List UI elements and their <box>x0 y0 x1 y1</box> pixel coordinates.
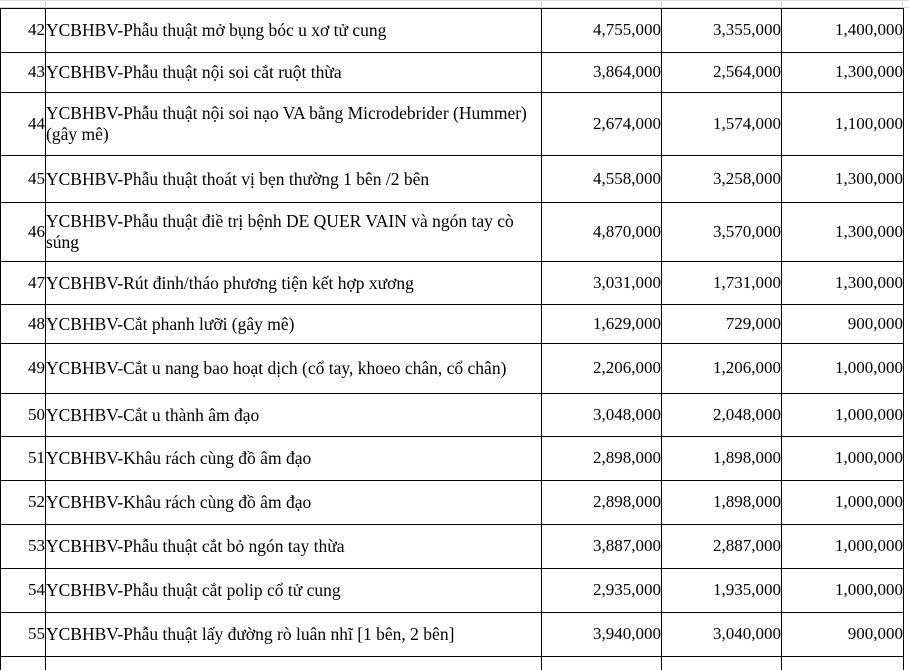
partial-cell <box>662 657 782 671</box>
row-index-cell: 50 <box>1 394 46 437</box>
row-index-cell: 46 <box>1 203 46 262</box>
table-row <box>1 344 904 394</box>
service-name-cell: YCBHBV-Phẫu thuật cắt bỏ ngón tay thừa <box>46 525 542 569</box>
row-index-cell: 43 <box>1 53 46 93</box>
service-name-cell: YCBHBV-Phẫu thuật thoát vị bẹn thường 1 bên /2 bên <box>46 156 542 203</box>
service-name-cell: YCBHBV-Cắt phanh lưỡi (gây mê) <box>46 305 542 344</box>
price-cell-1: 4,755,000 <box>542 9 662 53</box>
table-row <box>1 93 904 156</box>
table-row <box>1 9 904 53</box>
row-index-cell: 47 <box>1 262 46 305</box>
price-cell-2: 1,898,000 <box>662 481 782 525</box>
price-cell-1: 2,898,000 <box>542 437 662 481</box>
price-cell-3: 900,000 <box>782 613 904 657</box>
table-row <box>1 394 904 437</box>
service-name-cell: YCBHBV-Phẫu thuật nội soi cắt ruột thừa <box>46 53 542 93</box>
price-cell-3: 1,000,000 <box>782 569 904 613</box>
price-cell-2: 1,206,000 <box>662 344 782 394</box>
table-row-partial <box>1 657 904 671</box>
price-cell-3: 1,300,000 <box>782 203 904 262</box>
table-row <box>1 613 904 657</box>
price-cell-3: 1,000,000 <box>782 344 904 394</box>
price-cell-2: 2,048,000 <box>662 394 782 437</box>
price-cell-3: 1,100,000 <box>782 93 904 156</box>
row-index-cell: 44 <box>1 93 46 156</box>
service-name-cell: YCBHBV-Phẫu thuật điề trị bệnh DE QUER VAIN và ngón tay cò súng <box>46 203 542 262</box>
table-row <box>1 305 904 344</box>
partial-cell <box>542 657 662 671</box>
price-cell-1: 3,887,000 <box>542 525 662 569</box>
row-index-cell: 49 <box>1 344 46 394</box>
price-cell-3: 1,300,000 <box>782 53 904 93</box>
service-name-cell: YCBHBV-Rút đinh/tháo phương tiện kết hợp xương <box>46 262 542 305</box>
price-cell-2: 2,564,000 <box>662 53 782 93</box>
price-cell-3: 1,400,000 <box>782 9 904 53</box>
price-cell-1: 2,898,000 <box>542 481 662 525</box>
service-name-cell: YCBHBV-Phẫu thuật nội soi nạo VA bằng Microdebrider (Hummer) (gây mê) <box>46 93 542 156</box>
table-row <box>1 569 904 613</box>
price-cell-2: 3,355,000 <box>662 9 782 53</box>
row-index-cell: 42 <box>1 9 46 53</box>
partial-cell <box>1 657 46 671</box>
partial-cell <box>46 657 542 671</box>
service-name-cell: YCBHBV-Phẫu thuật lấy đường rò luân nhĩ [1 bên, 2 bên] <box>46 613 542 657</box>
table-row <box>1 53 904 93</box>
price-cell-1: 3,031,000 <box>542 262 662 305</box>
table-row <box>1 156 904 203</box>
service-name-cell: YCBHBV-Cắt u thành âm đạo <box>46 394 542 437</box>
table-row <box>1 203 904 262</box>
price-cell-3: 1,000,000 <box>782 525 904 569</box>
table-row <box>1 525 904 569</box>
price-cell-2: 1,898,000 <box>662 437 782 481</box>
price-cell-2: 1,574,000 <box>662 93 782 156</box>
table-row <box>1 481 904 525</box>
price-cell-1: 3,940,000 <box>542 613 662 657</box>
price-cell-3: 900,000 <box>782 305 904 344</box>
price-cell-2: 729,000 <box>662 305 782 344</box>
price-cell-1: 1,629,000 <box>542 305 662 344</box>
service-name-cell: YCBHBV-Khâu rách cùng đồ âm đạo <box>46 437 542 481</box>
table-body <box>1 9 904 671</box>
price-cell-1: 2,935,000 <box>542 569 662 613</box>
row-index-cell: 52 <box>1 481 46 525</box>
service-name-cell: YCBHBV-Khâu rách cùng đồ âm đạo <box>46 481 542 525</box>
price-cell-1: 2,206,000 <box>542 344 662 394</box>
price-cell-2: 3,258,000 <box>662 156 782 203</box>
page-top-row-sliver <box>0 0 909 8</box>
price-cell-2: 1,935,000 <box>662 569 782 613</box>
service-name-cell: YCBHBV-Phẫu thuật mở bụng bóc u xơ tử cung <box>46 9 542 53</box>
price-cell-1: 4,558,000 <box>542 156 662 203</box>
price-cell-3: 1,000,000 <box>782 437 904 481</box>
partial-cell <box>782 657 904 671</box>
table-row <box>1 262 904 305</box>
price-cell-3: 1,300,000 <box>782 156 904 203</box>
price-cell-3: 1,300,000 <box>782 262 904 305</box>
row-index-cell: 51 <box>1 437 46 481</box>
table-row <box>1 437 904 481</box>
price-cell-2: 1,731,000 <box>662 262 782 305</box>
row-index-cell: 55 <box>1 613 46 657</box>
row-index-cell: 45 <box>1 156 46 203</box>
price-cell-1: 2,674,000 <box>542 93 662 156</box>
price-cell-3: 1,000,000 <box>782 481 904 525</box>
service-name-cell: YCBHBV-Cắt u nang bao hoạt dịch (cổ tay, khoeo chân, cổ chân) <box>46 344 542 394</box>
price-cell-3: 1,000,000 <box>782 394 904 437</box>
row-index-cell: 54 <box>1 569 46 613</box>
price-cell-1: 4,870,000 <box>542 203 662 262</box>
service-price-table <box>0 8 904 670</box>
price-cell-2: 2,887,000 <box>662 525 782 569</box>
price-cell-1: 3,864,000 <box>542 53 662 93</box>
price-cell-1: 3,048,000 <box>542 394 662 437</box>
price-cell-2: 3,040,000 <box>662 613 782 657</box>
row-index-cell: 53 <box>1 525 46 569</box>
service-name-cell: YCBHBV-Phẫu thuật cắt polip cổ tử cung <box>46 569 542 613</box>
row-index-cell: 48 <box>1 305 46 344</box>
price-cell-2: 3,570,000 <box>662 203 782 262</box>
